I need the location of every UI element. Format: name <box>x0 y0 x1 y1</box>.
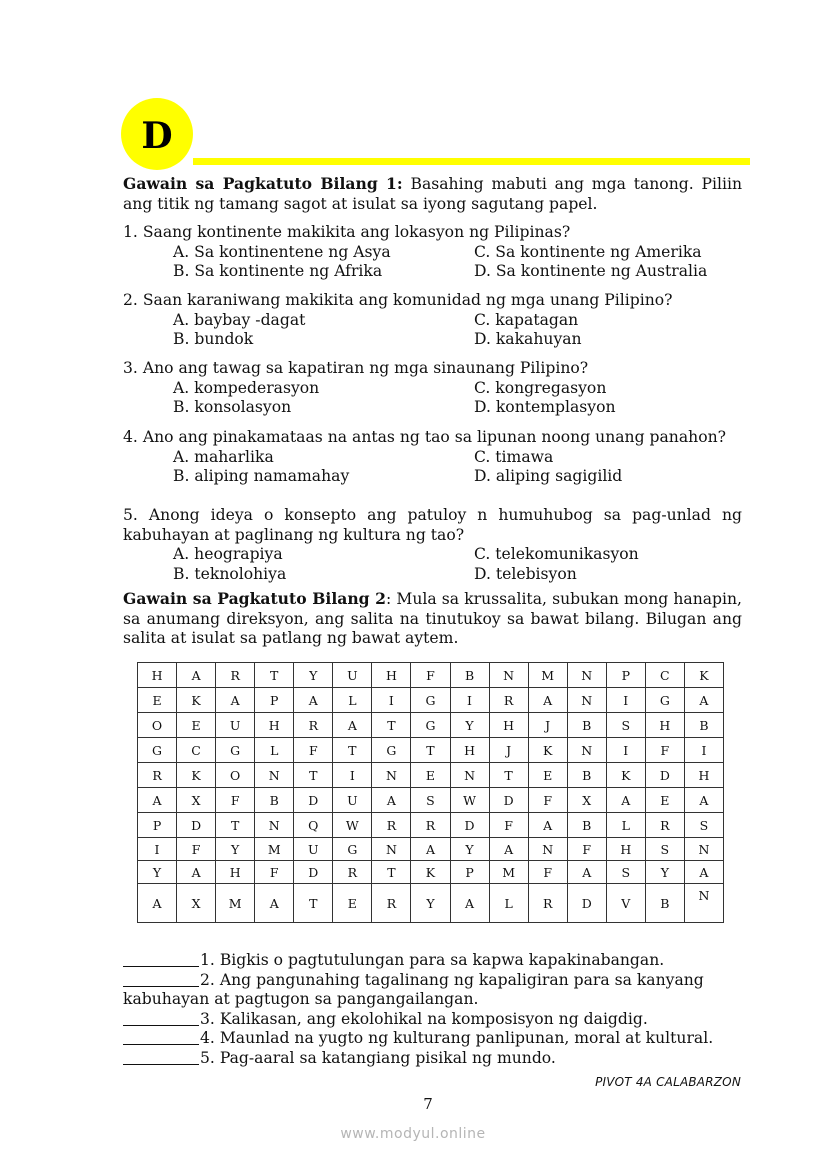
grid-cell[interactable]: J <box>528 713 567 738</box>
option-c: C. Sa kontinente ng Amerika <box>474 242 702 261</box>
grid-cell[interactable]: A <box>294 688 333 713</box>
grid-cell[interactable]: E <box>645 788 684 813</box>
grid-cell[interactable]: N <box>489 663 528 688</box>
grid-cell[interactable]: P <box>450 861 489 884</box>
grid-cell[interactable]: G <box>411 713 450 738</box>
section-divider-bar <box>193 158 750 165</box>
grid-cell[interactable]: R <box>528 884 567 923</box>
grid-cell[interactable]: U <box>294 838 333 861</box>
grid-cell[interactable]: D <box>645 763 684 788</box>
grid-cell[interactable]: G <box>333 838 372 861</box>
grid-cell[interactable]: N <box>567 688 606 713</box>
grid-cell[interactable]: B <box>567 813 606 838</box>
grid-cell[interactable]: D <box>567 884 606 923</box>
option-a: A. kompederasyon <box>173 378 320 397</box>
grid-cell[interactable]: L <box>255 738 294 763</box>
activity1-title: Gawain sa Pagkatuto Bilang 1: <box>123 174 403 193</box>
option-a: A. maharlika <box>173 447 274 466</box>
answer-blank[interactable] <box>123 951 199 967</box>
option-d: D. aliping sagigilid <box>474 467 623 485</box>
grid-cell[interactable]: D <box>177 813 216 838</box>
grid-cell[interactable]: F <box>528 788 567 813</box>
grid-row <box>138 763 724 788</box>
grid-cell[interactable]: T <box>333 738 372 763</box>
question-4 <box>123 428 742 487</box>
grid-cell[interactable]: H <box>450 738 489 763</box>
grid-cell[interactable]: R <box>216 663 255 688</box>
grid-cell[interactable]: T <box>372 713 411 738</box>
fill-in-item-5 <box>123 1049 743 1069</box>
item-text: 2. Ang pangunahing tagalinang ng kapaligiran para sa kanyang <box>200 970 704 989</box>
item-text: 1. Bigkis o pagtutulungan para sa kapwa kapakinabangan. <box>200 951 665 969</box>
grid-cell[interactable]: F <box>645 738 684 763</box>
question-stem: 2. Saan karaniwang makikita ang komunidad ng mga unang Pilipino? <box>123 291 673 309</box>
question-2 <box>123 291 742 350</box>
option-c: C. telekomunikasyon <box>474 545 639 563</box>
grid-cell[interactable]: R <box>138 763 177 788</box>
grid-cell[interactable]: L <box>606 813 645 838</box>
grid-cell[interactable]: O <box>138 713 177 738</box>
grid-cell[interactable]: B <box>450 663 489 688</box>
fill-in-item-3 <box>123 1010 743 1030</box>
grid-row <box>138 663 724 688</box>
grid-cell[interactable]: A <box>177 663 216 688</box>
grid-cell[interactable]: M <box>528 663 567 688</box>
option-b: B. aliping namamahay <box>173 467 350 485</box>
grid-cell[interactable]: A <box>489 838 528 861</box>
grid-cell[interactable]: K <box>684 663 723 688</box>
grid-cell[interactable]: U <box>216 713 255 738</box>
grid-cell[interactable]: F <box>294 738 333 763</box>
grid-cell[interactable]: F <box>411 663 450 688</box>
grid-row <box>138 813 724 838</box>
grid-cell[interactable]: P <box>606 663 645 688</box>
grid-cell[interactable]: H <box>372 663 411 688</box>
grid-cell[interactable]: M <box>216 884 255 923</box>
option-a: A. heograpiya <box>173 545 283 563</box>
grid-cell[interactable]: W <box>333 813 372 838</box>
grid-cell[interactable]: A <box>606 788 645 813</box>
grid-cell[interactable]: L <box>333 688 372 713</box>
option-d: D. Sa kontinente ng Australia <box>474 262 708 280</box>
grid-cell[interactable]: B <box>684 713 723 738</box>
fill-in-item-1 <box>123 951 743 971</box>
section-badge <box>121 98 193 170</box>
grid-cell[interactable]: H <box>216 861 255 884</box>
grid-cell[interactable]: Y <box>138 861 177 884</box>
grid-cell[interactable]: Y <box>450 838 489 861</box>
grid-cell[interactable]: E <box>411 763 450 788</box>
grid-cell[interactable]: D <box>489 788 528 813</box>
grid-cell[interactable]: T <box>294 884 333 923</box>
grid-cell[interactable]: R <box>333 861 372 884</box>
grid-cell[interactable]: L <box>489 884 528 923</box>
grid-cell[interactable]: K <box>177 688 216 713</box>
grid-cell[interactable]: Y <box>216 838 255 861</box>
grid-cell[interactable]: A <box>372 788 411 813</box>
grid-cell[interactable]: G <box>138 738 177 763</box>
grid-cell[interactable]: K <box>177 763 216 788</box>
option-a: A. Sa kontinentene ng Asya <box>173 242 391 261</box>
grid-cell[interactable]: A <box>567 861 606 884</box>
item-text: 3. Kalikasan, ang ekolohikal na komposisyon ng daigdig. <box>200 1009 648 1028</box>
grid-cell[interactable]: P <box>255 688 294 713</box>
grid-cell[interactable]: X <box>567 788 606 813</box>
question-stem: 3. Ano ang tawag sa kapatiran ng mga sinaunang Pilipino? <box>123 359 589 377</box>
grid-cell[interactable]: A <box>177 861 216 884</box>
grid-cell[interactable]: A <box>255 884 294 923</box>
grid-cell[interactable]: R <box>372 884 411 923</box>
grid-cell[interactable]: H <box>606 838 645 861</box>
grid-cell[interactable]: I <box>450 688 489 713</box>
grid-cell[interactable]: B <box>255 788 294 813</box>
grid-cell[interactable]: A <box>411 838 450 861</box>
grid-cell[interactable]: M <box>489 861 528 884</box>
grid-cell[interactable]: E <box>138 688 177 713</box>
grid-cell[interactable]: N <box>567 663 606 688</box>
grid-cell[interactable]: R <box>411 813 450 838</box>
grid-cell[interactable]: U <box>333 788 372 813</box>
grid-cell[interactable]: D <box>450 813 489 838</box>
grid-cell[interactable]: Y <box>294 663 333 688</box>
grid-row <box>138 884 724 923</box>
grid-cell[interactable]: B <box>645 884 684 923</box>
grid-cell[interactable]: R <box>294 713 333 738</box>
answer-blank[interactable] <box>123 1010 199 1026</box>
grid-cell[interactable]: N <box>372 763 411 788</box>
activity2-instructions <box>123 589 742 649</box>
grid-cell[interactable]: D <box>294 788 333 813</box>
grid-cell[interactable]: R <box>489 688 528 713</box>
grid-cell[interactable]: R <box>372 813 411 838</box>
grid-row <box>138 788 724 813</box>
grid-cell[interactable]: F <box>489 813 528 838</box>
grid-cell[interactable]: T <box>255 663 294 688</box>
option-b: B. Sa kontinente ng Afrika <box>173 262 383 280</box>
grid-cell[interactable]: I <box>372 688 411 713</box>
answer-blank[interactable] <box>123 1049 199 1065</box>
item-text: 5. Pag-aaral sa katangiang pisikal ng mundo. <box>200 1048 556 1067</box>
grid-cell[interactable]: B <box>567 763 606 788</box>
grid-cell[interactable]: B <box>567 713 606 738</box>
answer-blank[interactable] <box>123 971 199 987</box>
grid-cell[interactable]: N <box>567 738 606 763</box>
grid-row <box>138 713 724 738</box>
option-b: B. konsolasyon <box>173 398 292 416</box>
option-b: B. teknolohiya <box>173 564 287 583</box>
activity2-text: : Mula sa krussalita, subukan mong hanapin, sa anumang direksyon, ang salita na tinutukoy sa bawat bilang. Bilugan ang salita at isulat sa patlang ng bawat aytem. <box>123 590 742 647</box>
fill-in-items <box>123 951 743 1068</box>
answer-blank[interactable] <box>123 1029 199 1045</box>
grid-cell[interactable]: I <box>333 763 372 788</box>
grid-cell[interactable]: J <box>489 738 528 763</box>
grid-cell[interactable]: M <box>255 838 294 861</box>
grid-cell[interactable]: F <box>255 861 294 884</box>
grid-cell[interactable]: A <box>684 788 723 813</box>
question-stem: 1. Saang kontinente makikita ang lokasyon ng Pilipinas? <box>123 223 571 241</box>
grid-cell[interactable]: E <box>528 763 567 788</box>
grid-cell[interactable]: A <box>138 884 177 923</box>
grid-cell[interactable]: C <box>177 738 216 763</box>
publisher-label: PIVOT 4A CALABARZON <box>595 1075 741 1089</box>
word-search-grid <box>137 662 724 923</box>
section-letter: D <box>141 115 173 157</box>
grid-cell[interactable]: N <box>528 838 567 861</box>
grid-cell[interactable]: H <box>684 763 723 788</box>
grid-cell[interactable]: A <box>450 884 489 923</box>
grid-row <box>138 688 724 713</box>
option-d: D. kakahuyan <box>474 330 582 348</box>
grid-cell[interactable]: H <box>138 663 177 688</box>
grid-cell[interactable]: U <box>333 663 372 688</box>
grid-cell[interactable]: N <box>684 838 723 861</box>
grid-cell[interactable]: S <box>645 838 684 861</box>
grid-cell[interactable]: T <box>489 763 528 788</box>
grid-cell[interactable]: H <box>255 713 294 738</box>
grid-cell[interactable]: T <box>294 763 333 788</box>
option-a: A. baybay -dagat <box>173 310 306 329</box>
question-5 <box>123 506 742 584</box>
question-3 <box>123 359 742 418</box>
grid-cell[interactable]: N <box>684 884 723 923</box>
grid-cell[interactable]: N <box>450 763 489 788</box>
option-c: C. kongregasyon <box>474 378 607 397</box>
grid-cell[interactable]: N <box>372 838 411 861</box>
grid-cell[interactable]: K <box>528 738 567 763</box>
grid-cell[interactable]: A <box>333 713 372 738</box>
grid-cell[interactable]: O <box>216 763 255 788</box>
grid-cell[interactable]: K <box>606 763 645 788</box>
grid-cell[interactable]: G <box>645 688 684 713</box>
grid-cell[interactable]: H <box>489 713 528 738</box>
grid-cell[interactable]: E <box>177 713 216 738</box>
grid-cell[interactable]: F <box>216 788 255 813</box>
grid-cell[interactable]: S <box>684 813 723 838</box>
grid-cell[interactable]: F <box>177 838 216 861</box>
grid-cell[interactable]: V <box>606 884 645 923</box>
grid-cell[interactable]: T <box>411 738 450 763</box>
grid-cell[interactable]: A <box>684 688 723 713</box>
grid-cell[interactable]: N <box>255 813 294 838</box>
grid-cell[interactable]: T <box>372 861 411 884</box>
option-c: C. timawa <box>474 447 554 466</box>
grid-cell[interactable]: R <box>645 813 684 838</box>
fill-in-item-4 <box>123 1029 743 1049</box>
grid-cell[interactable]: C <box>645 663 684 688</box>
grid-cell[interactable]: Y <box>450 713 489 738</box>
activity1-instructions <box>123 174 742 214</box>
grid-cell[interactable]: S <box>606 861 645 884</box>
grid-cell[interactable]: Y <box>411 884 450 923</box>
grid-cell[interactable]: A <box>528 813 567 838</box>
watermark: www.modyul.online <box>340 1126 486 1142</box>
grid-cell[interactable]: F <box>567 838 606 861</box>
grid-cell[interactable]: A <box>684 861 723 884</box>
grid-row <box>138 838 724 861</box>
grid-cell[interactable]: F <box>528 861 567 884</box>
grid-cell[interactable]: I <box>606 738 645 763</box>
grid-cell[interactable]: A <box>138 788 177 813</box>
question-stem: 5. Anong ideya o konsepto ang patuloy n humuhubog sa pag-unlad ng kabuhayan at paglinang ng kultura ng tao? <box>123 506 742 544</box>
grid-cell[interactable]: I <box>138 838 177 861</box>
grid-cell[interactable]: X <box>177 788 216 813</box>
grid-cell[interactable]: X <box>177 884 216 923</box>
item-text: 4. Maunlad na yugto ng kulturang panlipunan, moral at kultural. <box>200 1029 714 1047</box>
grid-cell[interactable]: S <box>606 713 645 738</box>
activity1-text: Basahing mabuti ang mga tanong. Piliin ang titik ng tamang sagot at isulat sa iyong sagutang papel. <box>123 175 742 213</box>
option-c: C. kapatagan <box>474 310 579 329</box>
question-stem: 4. Ano ang pinakamataas na antas ng tao sa lipunan noong unang panahon? <box>123 428 726 446</box>
activity2-title: Gawain sa Pagkatuto Bilang 2 <box>123 589 387 608</box>
grid-cell[interactable]: Q <box>294 813 333 838</box>
option-d: D. kontemplasyon <box>474 398 616 416</box>
grid-cell[interactable]: Y <box>645 861 684 884</box>
grid-cell[interactable]: E <box>333 884 372 923</box>
grid-cell[interactable]: W <box>450 788 489 813</box>
grid-cell[interactable]: D <box>294 861 333 884</box>
option-b: B. bundok <box>173 330 254 348</box>
grid-cell[interactable]: S <box>411 788 450 813</box>
grid-cell[interactable]: H <box>645 713 684 738</box>
grid-cell[interactable]: G <box>216 738 255 763</box>
grid-cell[interactable]: G <box>411 688 450 713</box>
grid-cell[interactable]: K <box>411 861 450 884</box>
grid-row <box>138 738 724 763</box>
option-d: D. telebisyon <box>474 564 577 583</box>
page-number: 7 <box>423 1095 433 1113</box>
grid-cell[interactable]: G <box>372 738 411 763</box>
fill-in-item-2 <box>123 971 743 991</box>
grid-cell[interactable]: P <box>138 813 177 838</box>
grid-cell[interactable]: I <box>606 688 645 713</box>
item-text-continuation: kabuhayan at pagtugon sa pangangailangan. <box>123 990 479 1008</box>
grid-cell[interactable]: A <box>216 688 255 713</box>
grid-row <box>138 861 724 884</box>
grid-cell[interactable]: N <box>255 763 294 788</box>
grid-cell[interactable]: A <box>528 688 567 713</box>
question-1 <box>123 223 742 282</box>
grid-cell[interactable]: I <box>684 738 723 763</box>
grid-cell[interactable]: T <box>216 813 255 838</box>
